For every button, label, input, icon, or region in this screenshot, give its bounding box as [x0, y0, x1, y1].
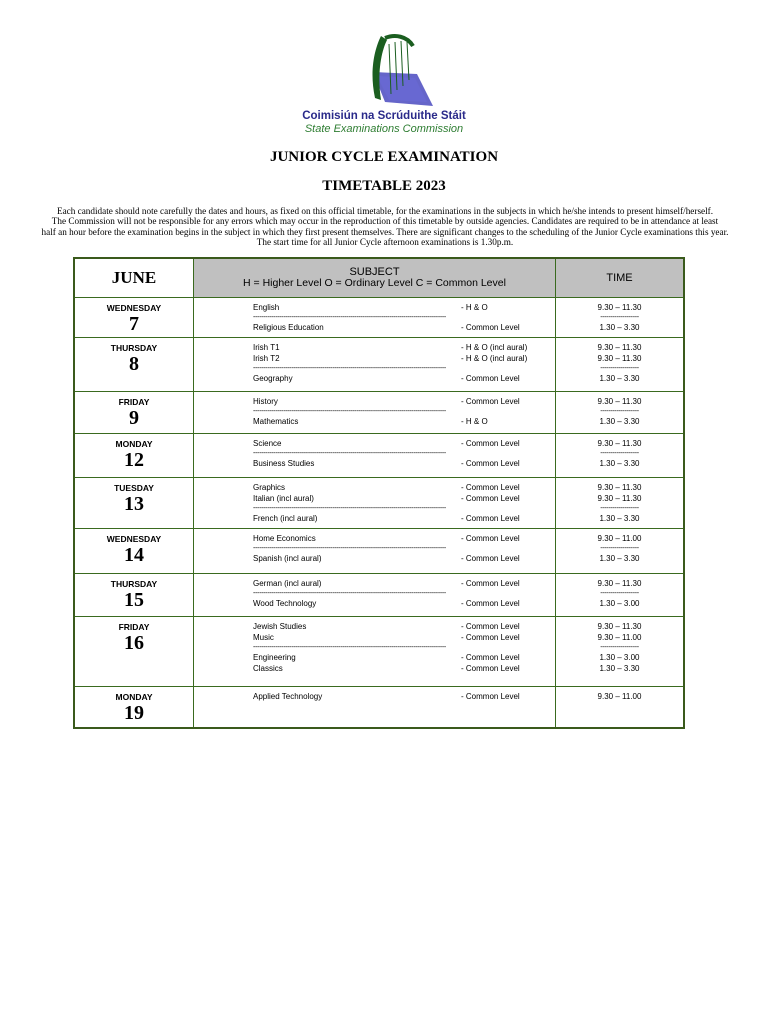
- time-separator-line: -------------------: [600, 505, 639, 512]
- notice-line: The start time for all Junior Cycle afternoon examinations is 1.30p.m.: [256, 236, 514, 247]
- subject-header-label: SUBJECT: [349, 266, 400, 278]
- exam-level: - H & O: [461, 417, 488, 426]
- exam-entry: [253, 396, 555, 407]
- day-cell: [74, 434, 194, 478]
- exam-level: - H & O: [461, 303, 488, 312]
- exam-entry: [253, 621, 555, 632]
- time-cell: [556, 298, 685, 338]
- day-name: THURSDAY: [110, 343, 158, 353]
- time-cell: [556, 617, 685, 687]
- exam-subject: Irish T1: [253, 343, 280, 352]
- page-title: JUNIOR CYCLE EXAMINATION: [269, 149, 499, 165]
- exam-level: - Common Level: [461, 599, 520, 608]
- exam-subject: Home Economics: [253, 534, 316, 543]
- separator-line: -----------------------------------------------------------------------------------------------: [253, 408, 446, 415]
- exam-entry: [253, 652, 555, 663]
- day-name: MONDAY: [115, 439, 153, 449]
- exam-time: 9.30 – 11.30: [597, 303, 642, 312]
- day-cell: [74, 392, 194, 434]
- subject-cell: [194, 574, 556, 617]
- exam-entry: [253, 458, 555, 469]
- exam-level: - Common Level: [461, 554, 520, 563]
- day-name: WEDNESDAY: [106, 303, 162, 313]
- time-separator-line: -------------------: [600, 590, 639, 597]
- table-row: [74, 529, 684, 574]
- subject-cell: [194, 392, 556, 434]
- exam-entry: [253, 482, 555, 493]
- level-key: H = Higher Level O = Ordinary Level C = Common Level: [243, 277, 506, 289]
- day-name: WEDNESDAY: [106, 534, 162, 544]
- table-row: [74, 298, 684, 338]
- time-separator-line: -------------------: [600, 365, 639, 372]
- exam-time: 9.30 – 11.30: [597, 354, 642, 363]
- exam-subject: Jewish Studies: [253, 622, 307, 631]
- time-separator-line: -------------------: [600, 314, 639, 321]
- subject-cell: [194, 478, 556, 529]
- exam-subject: Religious Education: [253, 323, 324, 332]
- harp-logo-icon: [355, 30, 435, 110]
- exam-level: - Common Level: [461, 483, 520, 492]
- exam-subject: English: [253, 303, 280, 312]
- exam-entry: [253, 373, 555, 384]
- time-cell: [556, 478, 685, 529]
- separator-line: -----------------------------------------------------------------------------------------------: [253, 545, 446, 552]
- separator-line: -----------------------------------------------------------------------------------------------: [253, 314, 446, 321]
- exam-subject: Applied Technology: [253, 692, 323, 701]
- exam-time: 9.30 – 11.30: [597, 343, 642, 352]
- day-date: 16: [124, 632, 144, 654]
- exam-level: - H & O (incl aural): [461, 343, 528, 352]
- exam-entry: [253, 663, 555, 674]
- month-header: JUNE: [74, 258, 194, 298]
- exam-time: 1.30 – 3.00: [599, 599, 640, 608]
- subject-cell: [194, 298, 556, 338]
- day-cell: [74, 529, 194, 574]
- table-row: [74, 434, 684, 478]
- exam-level: - Common Level: [461, 459, 520, 468]
- exam-entry: [253, 578, 555, 589]
- day-cell: [74, 338, 194, 392]
- exam-entry: [253, 353, 555, 364]
- timetable-body: [74, 298, 684, 728]
- exam-level: - Common Level: [461, 323, 520, 332]
- exam-entry: [253, 553, 555, 564]
- exam-subject: Music: [253, 633, 274, 642]
- page-subtitle: TIMETABLE 2023: [322, 178, 446, 194]
- subject-cell: [194, 529, 556, 574]
- exam-subject: Wood Technology: [253, 599, 317, 608]
- time-cell: [556, 574, 685, 617]
- exam-level: - Common Level: [461, 664, 520, 673]
- time-separator-line: -------------------: [600, 644, 639, 651]
- time-separator-line: -------------------: [600, 408, 639, 415]
- exam-subject: Classics: [253, 664, 283, 673]
- time-cell: [556, 392, 685, 434]
- exam-entry: [253, 438, 555, 449]
- day-name: FRIDAY: [118, 397, 150, 407]
- exam-entry: [253, 322, 555, 333]
- exam-level: - Common Level: [461, 622, 520, 631]
- exam-time: 9.30 – 11.00: [597, 692, 642, 701]
- day-date: 12: [124, 449, 144, 471]
- exam-subject: Geography: [253, 374, 293, 383]
- day-cell: [74, 687, 194, 728]
- table-row: [74, 392, 684, 434]
- separator-line: -----------------------------------------------------------------------------------------------: [253, 365, 446, 372]
- time-cell: [556, 687, 685, 728]
- exam-subject: Spanish (incl aural): [253, 554, 322, 563]
- day-name: MONDAY: [115, 692, 153, 702]
- notice-line: Each candidate should note carefully the dates and hours, as fixed on this official timetable, for the examinations in the subjects in which he/she intends to present himself/herself.: [56, 206, 714, 216]
- subject-header: [194, 258, 556, 298]
- subject-cell: [194, 338, 556, 392]
- exam-entry: [253, 598, 555, 609]
- exam-time: 9.30 – 11.00: [597, 633, 642, 642]
- separator-line: -----------------------------------------------------------------------------------------------: [253, 450, 446, 457]
- day-cell: [74, 617, 194, 687]
- day-name: THURSDAY: [110, 579, 158, 589]
- exam-subject: History: [253, 397, 278, 406]
- exam-entry: [253, 342, 555, 353]
- exam-time: 1.30 – 3.30: [599, 417, 640, 426]
- exam-level: - Common Level: [461, 374, 520, 383]
- exam-level: - Common Level: [461, 653, 520, 662]
- exam-time: 9.30 – 11.30: [597, 579, 642, 588]
- exam-level: - Common Level: [461, 439, 520, 448]
- exam-subject: Mathematics: [253, 417, 299, 426]
- time-separator-line: -------------------: [600, 545, 639, 552]
- time-cell: [556, 529, 685, 574]
- subject-cell: [194, 687, 556, 728]
- day-date: 15: [124, 589, 144, 611]
- table-row: [74, 574, 684, 617]
- separator-line: -----------------------------------------------------------------------------------------------: [253, 644, 446, 651]
- exam-time: 9.30 – 11.30: [597, 439, 642, 448]
- day-cell: [74, 298, 194, 338]
- exam-level: - Common Level: [461, 579, 520, 588]
- exam-level: - Common Level: [461, 397, 520, 406]
- exam-level: - Common Level: [461, 494, 520, 503]
- day-date: 8: [129, 353, 139, 375]
- exam-entry: [253, 416, 555, 427]
- day-name: TUESDAY: [114, 483, 154, 493]
- time-cell: [556, 434, 685, 478]
- day-name: FRIDAY: [118, 622, 150, 632]
- notice-line: half an hour before the examination begins in the subject in which they first present themselves. There are significant changes to the scheduling of the Junior Cycle examinations this year.: [41, 226, 729, 237]
- exam-time: 1.30 – 3.30: [599, 664, 640, 673]
- exam-subject: Business Studies: [253, 459, 315, 468]
- exam-level: - H & O (incl aural): [461, 354, 528, 363]
- exam-time: 1.30 – 3.30: [599, 514, 640, 523]
- exam-subject: Science: [253, 439, 282, 448]
- exam-level: - Common Level: [461, 633, 520, 642]
- exam-level: - Common Level: [461, 514, 520, 523]
- exam-entry: [253, 632, 555, 643]
- exam-time: 9.30 – 11.30: [597, 494, 642, 503]
- day-date: 19: [124, 702, 144, 724]
- time-separator-line: -------------------: [600, 450, 639, 457]
- exam-level: - Common Level: [461, 534, 520, 543]
- notice-paragraph: [40, 206, 730, 247]
- exam-time: 9.30 – 11.00: [597, 534, 642, 543]
- exam-subject: German (incl aural): [253, 579, 322, 588]
- exam-time: 1.30 – 3.30: [599, 374, 640, 383]
- day-date: 7: [129, 313, 139, 335]
- time-header: TIME: [556, 258, 685, 298]
- exam-time: 9.30 – 11.30: [597, 622, 642, 631]
- separator-line: -----------------------------------------------------------------------------------------------: [253, 590, 446, 597]
- exam-entry: [253, 302, 555, 313]
- exam-subject: French (incl aural): [253, 514, 318, 523]
- exam-entry: [253, 533, 555, 544]
- time-cell: [556, 338, 685, 392]
- day-cell: [74, 478, 194, 529]
- exam-time: 1.30 – 3.00: [599, 653, 640, 662]
- exam-subject: Italian (incl aural): [253, 494, 314, 503]
- exam-time: 1.30 – 3.30: [599, 323, 640, 332]
- exam-time: 1.30 – 3.30: [599, 459, 640, 468]
- day-cell: [74, 574, 194, 617]
- day-date: 14: [124, 544, 144, 566]
- exam-level: - Common Level: [461, 692, 520, 701]
- day-date: 9: [129, 407, 139, 429]
- exam-time: 9.30 – 11.30: [597, 483, 642, 492]
- exam-time: 1.30 – 3.30: [599, 554, 640, 563]
- subject-cell: [194, 617, 556, 687]
- exam-time: 9.30 – 11.30: [597, 397, 642, 406]
- exam-subject: Graphics: [253, 483, 286, 492]
- timetable-header-row: [74, 258, 684, 298]
- exam-subject: Irish T2: [253, 354, 280, 363]
- table-row: [74, 617, 684, 687]
- subject-cell: [194, 434, 556, 478]
- table-row: [74, 687, 684, 728]
- table-row: [74, 338, 684, 392]
- timetable: [73, 257, 685, 729]
- exam-subject: Engineering: [253, 653, 296, 662]
- exam-entry: [253, 513, 555, 524]
- exam-entry: [253, 493, 555, 504]
- exam-entry: [253, 691, 555, 702]
- separator-line: -----------------------------------------------------------------------------------------------: [253, 505, 446, 512]
- table-row: [74, 478, 684, 529]
- notice-line: The Commission will not be responsible for any errors which may occur in the reproduction of this timetable by outside agencies. Candidates are required to be in attendance at least: [51, 216, 719, 227]
- day-date: 13: [124, 493, 144, 515]
- org-name-english: State Examinations Commission: [304, 123, 464, 135]
- org-name-irish: Coimisiún na Scrúduithe Stáit: [302, 110, 466, 122]
